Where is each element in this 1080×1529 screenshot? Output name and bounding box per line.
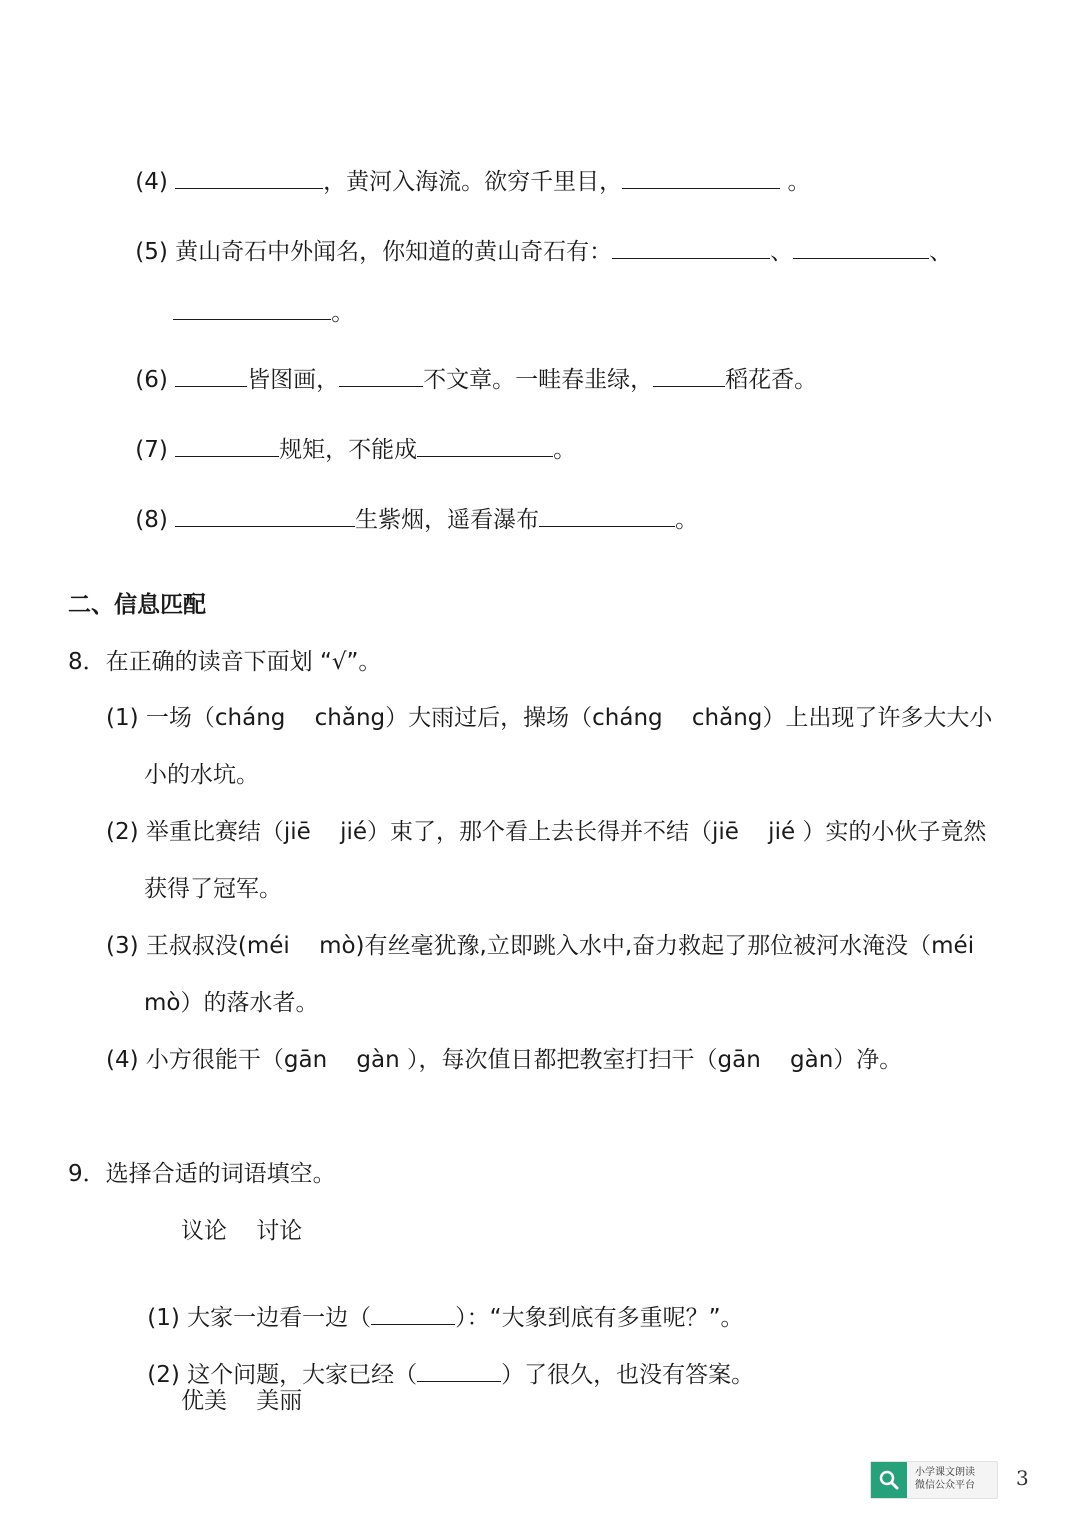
q8-item-1-cont: 小的水坑。 (144, 762, 259, 788)
answer-blank[interactable] (175, 366, 247, 387)
question-8-prompt: 8．在正确的读音下面划 “√”。 (68, 649, 382, 675)
q9-item-2: (2) 这个问题，大家已经（ ）了很久，也没有答案。 (147, 1362, 755, 1388)
answer-blank[interactable] (339, 366, 423, 387)
watermark-badge (870, 1461, 998, 1499)
q9-item-1: (1) 大家一边看一边（ ）：“大象到底有多重呢？”。 (147, 1305, 744, 1331)
q8-item-3-cont: mò）的落水者。 (144, 990, 319, 1016)
answer-blank[interactable] (539, 506, 675, 527)
word-choices: 优美 美丽 (181, 1388, 303, 1414)
answer-blank[interactable] (175, 506, 355, 527)
answer-blank[interactable] (622, 168, 780, 189)
q8-item-4: (4) 小方很能干（gān gàn ），每次值日都把教室打扫干（gān gàn）净。 (106, 1047, 903, 1073)
answer-blank[interactable] (653, 366, 725, 387)
answer-blank[interactable] (612, 238, 770, 259)
item-label: (1) (147, 1305, 180, 1331)
q8-item-2: (2) 举重比赛结（jiē jié）束了，那个看上去长得并不结（jiē jié ）实的小伙子竟然 (106, 819, 987, 845)
fill-item-5-cont: 。 (144, 268, 354, 358)
item-label: (4) (135, 169, 168, 195)
q8-item-2-cont: 获得了冠军。 (144, 876, 282, 902)
q8-item-3: (3) 王叔叔没(méi mò)有丝毫犹豫,立即跳入水中,奋力救起了那位被河水淹没（méi (106, 933, 975, 959)
watermark-text: 小学课文朗读 微信公众平台 (915, 1467, 975, 1491)
fill-item-5: (5) 黄山奇石中外闻名，你知道的黄山奇石有： 、 、 (135, 239, 953, 265)
answer-blank[interactable] (793, 238, 929, 259)
search-icon (871, 1462, 907, 1498)
item-label: (6) (135, 367, 168, 393)
fill-item-6: (6) 皆图画， 不文章。一畦春韭绿， 稻花香。 (135, 367, 818, 393)
item-label: (8) (135, 507, 168, 533)
fill-item-4: (4) ，黄河入海流。欲穷千里目， 。 (135, 169, 811, 195)
answer-blank[interactable] (175, 168, 323, 189)
answer-blank[interactable] (417, 1361, 501, 1382)
page-number: 3 (1016, 1466, 1029, 1490)
item-label: (3) (106, 933, 139, 959)
fill-item-7: (7) 规矩，不能成 。 (135, 437, 577, 463)
word-choices: 议论 讨论 (181, 1218, 303, 1244)
item-label: (7) (135, 437, 168, 463)
answer-blank[interactable] (371, 1304, 455, 1325)
q8-item-1: (1) 一场（cháng chǎng）大雨过后，操场（cháng chǎng）上出现了许多大大小 (106, 705, 993, 731)
item-label: (2) (147, 1362, 180, 1388)
answer-blank[interactable] (173, 299, 331, 320)
question-9-prompt: 9．选择合适的词语填空。 (68, 1161, 336, 1187)
answer-blank[interactable] (417, 436, 553, 457)
item-label: (1) (106, 705, 139, 731)
fill-item-8: (8) 生紫烟，遥看瀑布 。 (135, 507, 699, 533)
answer-blank[interactable] (175, 436, 279, 457)
section-title: 二、信息匹配 (68, 592, 206, 618)
item-label: (5) (135, 239, 168, 265)
item-label: (4) (106, 1047, 139, 1073)
item-label: (2) (106, 819, 139, 845)
